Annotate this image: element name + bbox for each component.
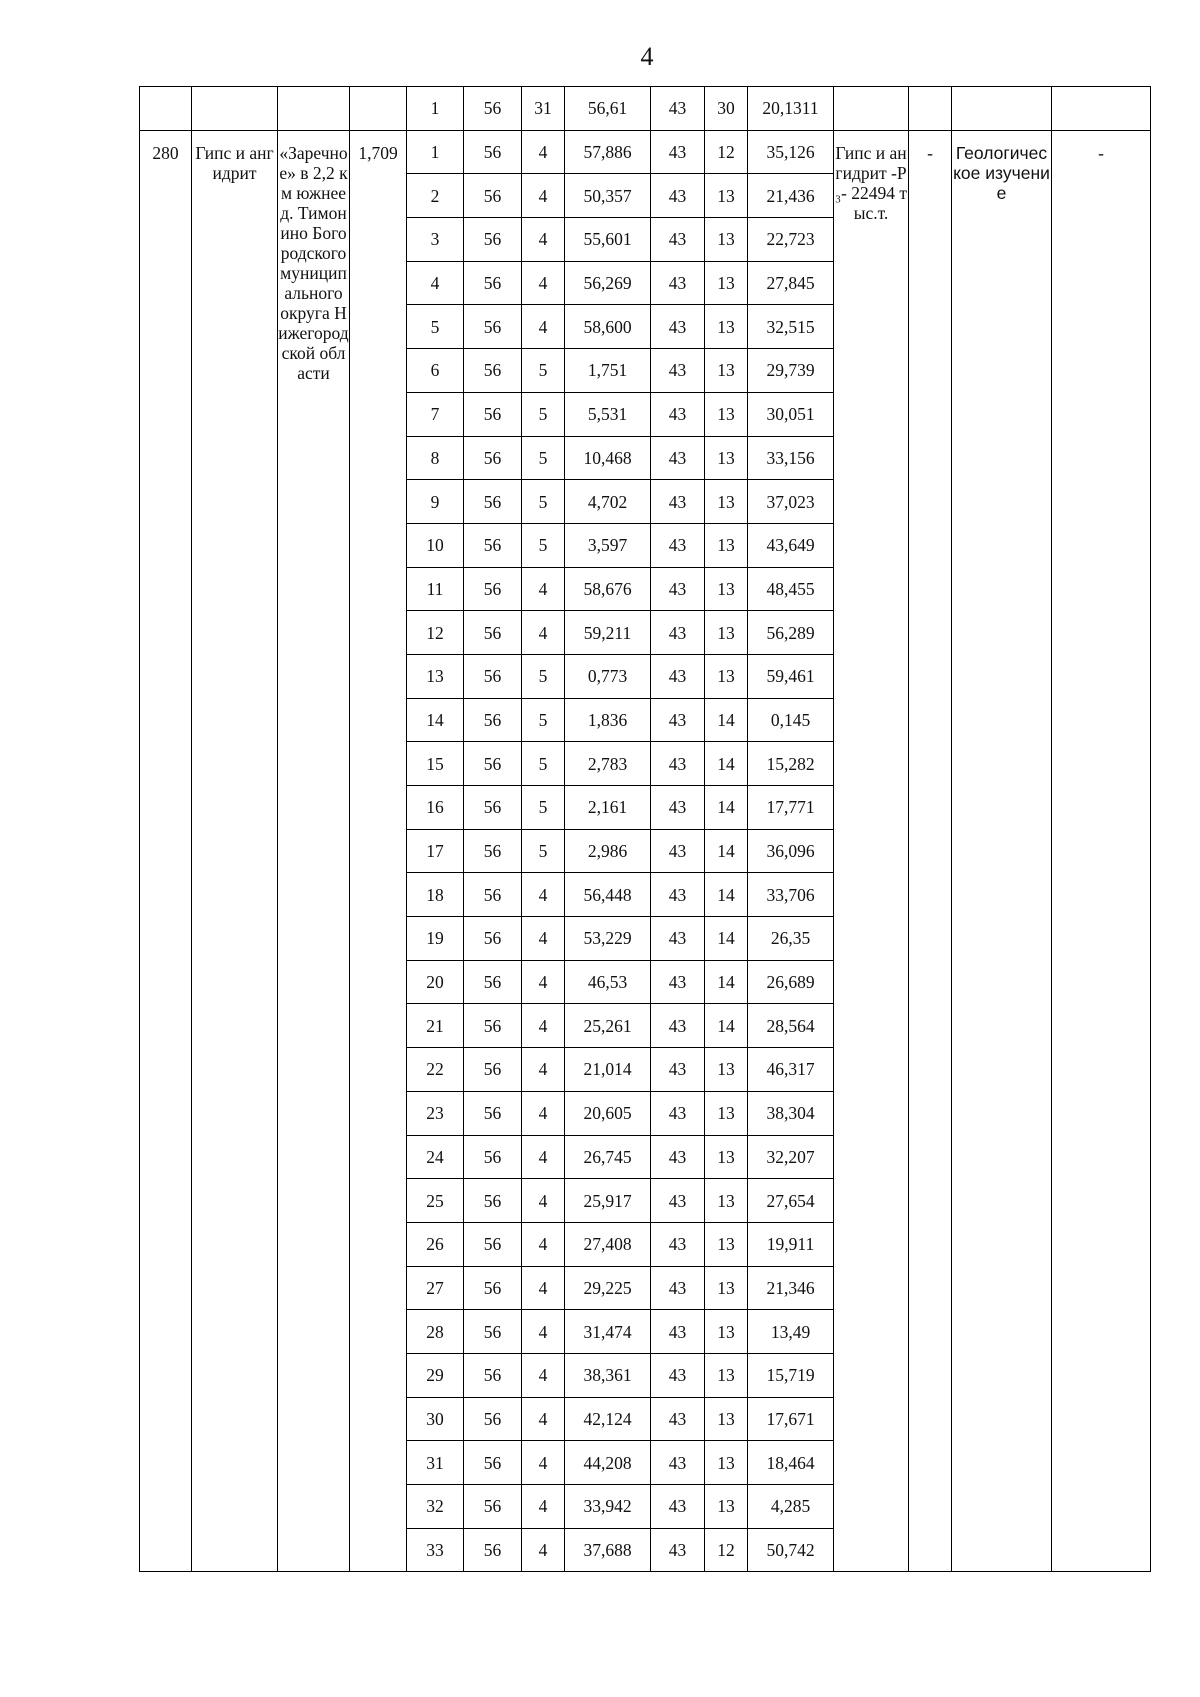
point-number: 20 — [407, 960, 464, 1004]
point-number: 11 — [407, 567, 464, 611]
point-number: 1 — [407, 87, 464, 131]
lat-min: 4 — [522, 1135, 565, 1179]
lat-min: 4 — [522, 1441, 565, 1485]
lat-sec: 10,468 — [565, 436, 651, 480]
point-number: 15 — [407, 742, 464, 786]
point-number: 30 — [407, 1397, 464, 1441]
lat-min: 4 — [522, 1310, 565, 1354]
lat-min: 4 — [522, 305, 565, 349]
point-number: 24 — [407, 1135, 464, 1179]
lat-min: 5 — [522, 829, 565, 873]
lat-min: 4 — [522, 130, 565, 174]
lon-deg: 43 — [651, 1222, 705, 1266]
point-number: 16 — [407, 786, 464, 830]
record-number-text: 280 — [152, 142, 179, 163]
lon-min: 14 — [705, 786, 748, 830]
lat-min: 5 — [522, 786, 565, 830]
lat-deg: 56 — [464, 829, 522, 873]
lat-deg: 56 — [464, 1048, 522, 1092]
lat-deg: 56 — [464, 654, 522, 698]
lat-deg: 56 — [464, 1222, 522, 1266]
lat-deg: 56 — [464, 1528, 522, 1572]
lat-deg: 56 — [464, 305, 522, 349]
lat-min: 4 — [522, 1004, 565, 1048]
lon-min: 13 — [705, 1441, 748, 1485]
lon-sec: 59,461 — [748, 654, 834, 698]
record-number — [140, 130, 192, 1572]
lon-sec: 36,096 — [748, 829, 834, 873]
dash-cell — [909, 130, 952, 1572]
lon-sec: 13,49 — [748, 1310, 834, 1354]
lat-sec: 33,942 — [565, 1485, 651, 1529]
page-number: 4 — [640, 42, 654, 71]
lat-sec: 56,269 — [565, 261, 651, 305]
lon-deg: 43 — [651, 392, 705, 436]
lon-sec: 30,051 — [748, 392, 834, 436]
empty-cell — [1052, 87, 1151, 131]
lat-deg: 56 — [464, 786, 522, 830]
lat-deg: 56 — [464, 1441, 522, 1485]
lon-sec: 21,436 — [748, 174, 834, 218]
point-number: 31 — [407, 1441, 464, 1485]
coordinate-row — [140, 130, 1151, 174]
lat-sec: 46,53 — [565, 960, 651, 1004]
lat-deg: 56 — [464, 480, 522, 524]
lon-sec: 29,739 — [748, 349, 834, 393]
lat-sec: 38,361 — [565, 1353, 651, 1397]
lon-min: 13 — [705, 349, 748, 393]
point-number: 14 — [407, 698, 464, 742]
lat-sec: 37,688 — [565, 1528, 651, 1572]
lat-min: 5 — [522, 436, 565, 480]
point-number: 25 — [407, 1179, 464, 1223]
lon-min: 12 — [705, 130, 748, 174]
lon-deg: 43 — [651, 1397, 705, 1441]
point-number: 8 — [407, 436, 464, 480]
lat-sec: 59,211 — [565, 611, 651, 655]
lon-sec: 33,706 — [748, 873, 834, 917]
lon-min: 14 — [705, 960, 748, 1004]
lat-min: 4 — [522, 960, 565, 1004]
lon-deg: 43 — [651, 1310, 705, 1354]
lon-deg: 43 — [651, 87, 705, 131]
lon-deg: 43 — [651, 960, 705, 1004]
lat-min: 4 — [522, 218, 565, 262]
empty-cell — [909, 87, 952, 131]
lon-sec: 15,719 — [748, 1353, 834, 1397]
lon-deg: 43 — [651, 130, 705, 174]
lat-deg: 56 — [464, 130, 522, 174]
lon-min: 14 — [705, 917, 748, 961]
lon-sec: 17,671 — [748, 1397, 834, 1441]
lon-deg: 43 — [651, 1135, 705, 1179]
lat-deg: 56 — [464, 917, 522, 961]
point-number: 29 — [407, 1353, 464, 1397]
lon-deg: 43 — [651, 567, 705, 611]
lat-deg: 56 — [464, 1397, 522, 1441]
purpose-cell-text: Геологическое изучение — [953, 142, 1050, 203]
lat-min: 4 — [522, 567, 565, 611]
lon-deg: 43 — [651, 1091, 705, 1135]
mineral-cell — [192, 130, 278, 1572]
lat-deg: 56 — [464, 1004, 522, 1048]
lon-min: 13 — [705, 305, 748, 349]
point-number: 13 — [407, 654, 464, 698]
lat-min: 4 — [522, 1222, 565, 1266]
resources-cell — [834, 130, 909, 1572]
lon-sec: 20,1311 — [748, 87, 834, 131]
lat-min: 4 — [522, 1091, 565, 1135]
lon-min: 14 — [705, 829, 748, 873]
lat-sec: 55,601 — [565, 218, 651, 262]
lat-deg: 56 — [464, 960, 522, 1004]
lat-sec: 29,225 — [565, 1266, 651, 1310]
lon-sec: 46,317 — [748, 1048, 834, 1092]
mineral-cell-text: Гипс и ангидрит — [195, 142, 274, 183]
lat-sec: 25,917 — [565, 1179, 651, 1223]
lat-min: 4 — [522, 1485, 565, 1529]
lon-sec: 28,564 — [748, 1004, 834, 1048]
dash-cell — [1052, 130, 1151, 1572]
point-number: 23 — [407, 1091, 464, 1135]
lon-min: 13 — [705, 392, 748, 436]
lon-min: 13 — [705, 1135, 748, 1179]
empty-cell — [834, 87, 909, 131]
lon-min: 14 — [705, 1004, 748, 1048]
lon-deg: 43 — [651, 1179, 705, 1223]
lon-deg: 43 — [651, 261, 705, 305]
empty-cell — [278, 87, 350, 131]
empty-cell — [350, 87, 407, 131]
point-number: 3 — [407, 218, 464, 262]
lon-deg: 43 — [651, 218, 705, 262]
lat-deg: 56 — [464, 218, 522, 262]
point-number: 19 — [407, 917, 464, 961]
lon-sec: 19,911 — [748, 1222, 834, 1266]
lon-deg: 43 — [651, 1441, 705, 1485]
point-number: 22 — [407, 1048, 464, 1092]
lat-deg: 56 — [464, 567, 522, 611]
site-cell — [278, 130, 350, 1572]
empty-cell — [192, 87, 278, 131]
lon-deg: 43 — [651, 305, 705, 349]
empty-cell — [952, 87, 1052, 131]
lat-deg: 56 — [464, 873, 522, 917]
lon-min: 13 — [705, 1485, 748, 1529]
lat-min: 5 — [522, 349, 565, 393]
point-number: 6 — [407, 349, 464, 393]
lat-deg: 56 — [464, 392, 522, 436]
point-number: 4 — [407, 261, 464, 305]
resources-cell-text: Гипс и ангидрит -P₃- 22494 тыс.т. — [834, 142, 908, 223]
lat-min: 4 — [522, 1048, 565, 1092]
point-number: 1 — [407, 130, 464, 174]
lat-sec: 21,014 — [565, 1048, 651, 1092]
lat-min: 4 — [522, 1266, 565, 1310]
lat-deg: 56 — [464, 261, 522, 305]
lon-deg: 43 — [651, 917, 705, 961]
purpose-cell — [952, 130, 1052, 1572]
lon-sec: 17,771 — [748, 786, 834, 830]
lat-sec: 2,783 — [565, 742, 651, 786]
lon-deg: 43 — [651, 829, 705, 873]
lat-sec: 44,208 — [565, 1441, 651, 1485]
lat-deg: 56 — [464, 1135, 522, 1179]
lat-sec: 53,229 — [565, 917, 651, 961]
lon-sec: 26,35 — [748, 917, 834, 961]
point-number: 9 — [407, 480, 464, 524]
lat-deg: 56 — [464, 1485, 522, 1529]
lon-sec: 32,207 — [748, 1135, 834, 1179]
lon-sec: 4,285 — [748, 1485, 834, 1529]
lon-min: 14 — [705, 742, 748, 786]
lon-min: 13 — [705, 174, 748, 218]
lon-sec: 33,156 — [748, 436, 834, 480]
lon-deg: 43 — [651, 873, 705, 917]
point-number: 33 — [407, 1528, 464, 1572]
lon-min: 14 — [705, 698, 748, 742]
lat-min: 5 — [522, 392, 565, 436]
lon-deg: 43 — [651, 1485, 705, 1529]
lat-sec: 57,886 — [565, 130, 651, 174]
lon-min: 14 — [705, 873, 748, 917]
lon-deg: 43 — [651, 1353, 705, 1397]
lon-sec: 18,464 — [748, 1441, 834, 1485]
lon-min: 13 — [705, 1091, 748, 1135]
lat-min: 4 — [522, 1179, 565, 1223]
lat-sec: 58,676 — [565, 567, 651, 611]
lon-sec: 27,845 — [748, 261, 834, 305]
lon-min: 13 — [705, 1048, 748, 1092]
lon-deg: 43 — [651, 436, 705, 480]
lat-sec: 0,773 — [565, 654, 651, 698]
lat-sec: 25,261 — [565, 1004, 651, 1048]
lat-sec: 56,61 — [565, 87, 651, 131]
lat-sec: 56,448 — [565, 873, 651, 917]
lon-min: 13 — [705, 1179, 748, 1223]
lon-deg: 43 — [651, 174, 705, 218]
lat-deg: 56 — [464, 1179, 522, 1223]
point-number: 21 — [407, 1004, 464, 1048]
lon-sec: 56,289 — [748, 611, 834, 655]
lon-min: 13 — [705, 523, 748, 567]
lon-deg: 43 — [651, 349, 705, 393]
lat-sec: 4,702 — [565, 480, 651, 524]
lon-min: 13 — [705, 611, 748, 655]
point-number: 32 — [407, 1485, 464, 1529]
lat-min: 4 — [522, 174, 565, 218]
empty-cell — [140, 87, 192, 131]
lat-deg: 56 — [464, 1091, 522, 1135]
lon-sec: 22,723 — [748, 218, 834, 262]
lon-min: 12 — [705, 1528, 748, 1572]
lat-sec: 31,474 — [565, 1310, 651, 1354]
lat-sec: 50,357 — [565, 174, 651, 218]
lon-sec: 50,742 — [748, 1528, 834, 1572]
lat-deg: 56 — [464, 87, 522, 131]
lon-sec: 26,689 — [748, 960, 834, 1004]
lat-sec: 2,161 — [565, 786, 651, 830]
lat-min: 4 — [522, 873, 565, 917]
dash-cell-text: - — [1098, 142, 1104, 163]
lon-deg: 43 — [651, 786, 705, 830]
lon-min: 13 — [705, 480, 748, 524]
lon-sec: 0,145 — [748, 698, 834, 742]
point-number: 12 — [407, 611, 464, 655]
lon-min: 13 — [705, 261, 748, 305]
lat-deg: 56 — [464, 436, 522, 480]
lon-sec: 15,282 — [748, 742, 834, 786]
lon-sec: 32,515 — [748, 305, 834, 349]
lon-sec: 43,649 — [748, 523, 834, 567]
lon-deg: 43 — [651, 654, 705, 698]
point-number: 5 — [407, 305, 464, 349]
lon-min: 13 — [705, 1353, 748, 1397]
lat-sec: 20,605 — [565, 1091, 651, 1135]
license-table — [139, 86, 1151, 1572]
lat-min: 31 — [522, 87, 565, 131]
lon-deg: 43 — [651, 698, 705, 742]
lon-deg: 43 — [651, 1266, 705, 1310]
lat-deg: 56 — [464, 742, 522, 786]
lat-min: 4 — [522, 261, 565, 305]
lat-deg: 56 — [464, 1266, 522, 1310]
prev-row — [140, 87, 1151, 131]
lat-sec: 5,531 — [565, 392, 651, 436]
lon-deg: 43 — [651, 1048, 705, 1092]
lon-sec: 21,346 — [748, 1266, 834, 1310]
lat-sec: 1,751 — [565, 349, 651, 393]
lon-min: 13 — [705, 1222, 748, 1266]
lon-deg: 43 — [651, 523, 705, 567]
lat-min: 5 — [522, 654, 565, 698]
lon-deg: 43 — [651, 742, 705, 786]
lon-sec: 48,455 — [748, 567, 834, 611]
point-number: 26 — [407, 1222, 464, 1266]
lat-sec: 42,124 — [565, 1397, 651, 1441]
lon-sec: 35,126 — [748, 130, 834, 174]
area-cell-text: 1,709 — [358, 142, 398, 163]
lat-min: 4 — [522, 1397, 565, 1441]
point-number: 27 — [407, 1266, 464, 1310]
lon-min: 30 — [705, 87, 748, 131]
lon-deg: 43 — [651, 1528, 705, 1572]
lat-deg: 56 — [464, 698, 522, 742]
point-number: 17 — [407, 829, 464, 873]
lon-min: 13 — [705, 654, 748, 698]
point-number: 18 — [407, 873, 464, 917]
site-cell-text: «Заречное» в 2,2 км южнее д. Тимонино Богородского муниципального округа Нижегородской области — [278, 142, 349, 383]
lat-sec: 1,836 — [565, 698, 651, 742]
lon-sec: 37,023 — [748, 480, 834, 524]
lat-deg: 56 — [464, 349, 522, 393]
point-number: 2 — [407, 174, 464, 218]
point-number: 10 — [407, 523, 464, 567]
lat-min: 4 — [522, 1528, 565, 1572]
lon-deg: 43 — [651, 480, 705, 524]
lon-min: 13 — [705, 1397, 748, 1441]
lon-min: 13 — [705, 436, 748, 480]
lat-min: 5 — [522, 698, 565, 742]
lon-min: 13 — [705, 1310, 748, 1354]
lat-min: 5 — [522, 742, 565, 786]
lat-sec: 27,408 — [565, 1222, 651, 1266]
area-cell — [350, 130, 407, 1572]
lat-deg: 56 — [464, 174, 522, 218]
lat-min: 4 — [522, 1353, 565, 1397]
lon-sec: 38,304 — [748, 1091, 834, 1135]
dash-cell-text: - — [927, 142, 933, 163]
lat-min: 5 — [522, 523, 565, 567]
lat-deg: 56 — [464, 611, 522, 655]
lon-deg: 43 — [651, 611, 705, 655]
point-number: 28 — [407, 1310, 464, 1354]
lat-sec: 26,745 — [565, 1135, 651, 1179]
lat-min: 5 — [522, 480, 565, 524]
lat-sec: 2,986 — [565, 829, 651, 873]
lon-sec: 27,654 — [748, 1179, 834, 1223]
lon-min: 13 — [705, 1266, 748, 1310]
lat-sec: 58,600 — [565, 305, 651, 349]
lat-min: 4 — [522, 917, 565, 961]
lon-min: 13 — [705, 218, 748, 262]
lon-deg: 43 — [651, 1004, 705, 1048]
lat-sec: 3,597 — [565, 523, 651, 567]
lat-deg: 56 — [464, 1353, 522, 1397]
lon-min: 13 — [705, 567, 748, 611]
lat-deg: 56 — [464, 1310, 522, 1354]
lat-min: 4 — [522, 611, 565, 655]
point-number: 7 — [407, 392, 464, 436]
lat-deg: 56 — [464, 523, 522, 567]
